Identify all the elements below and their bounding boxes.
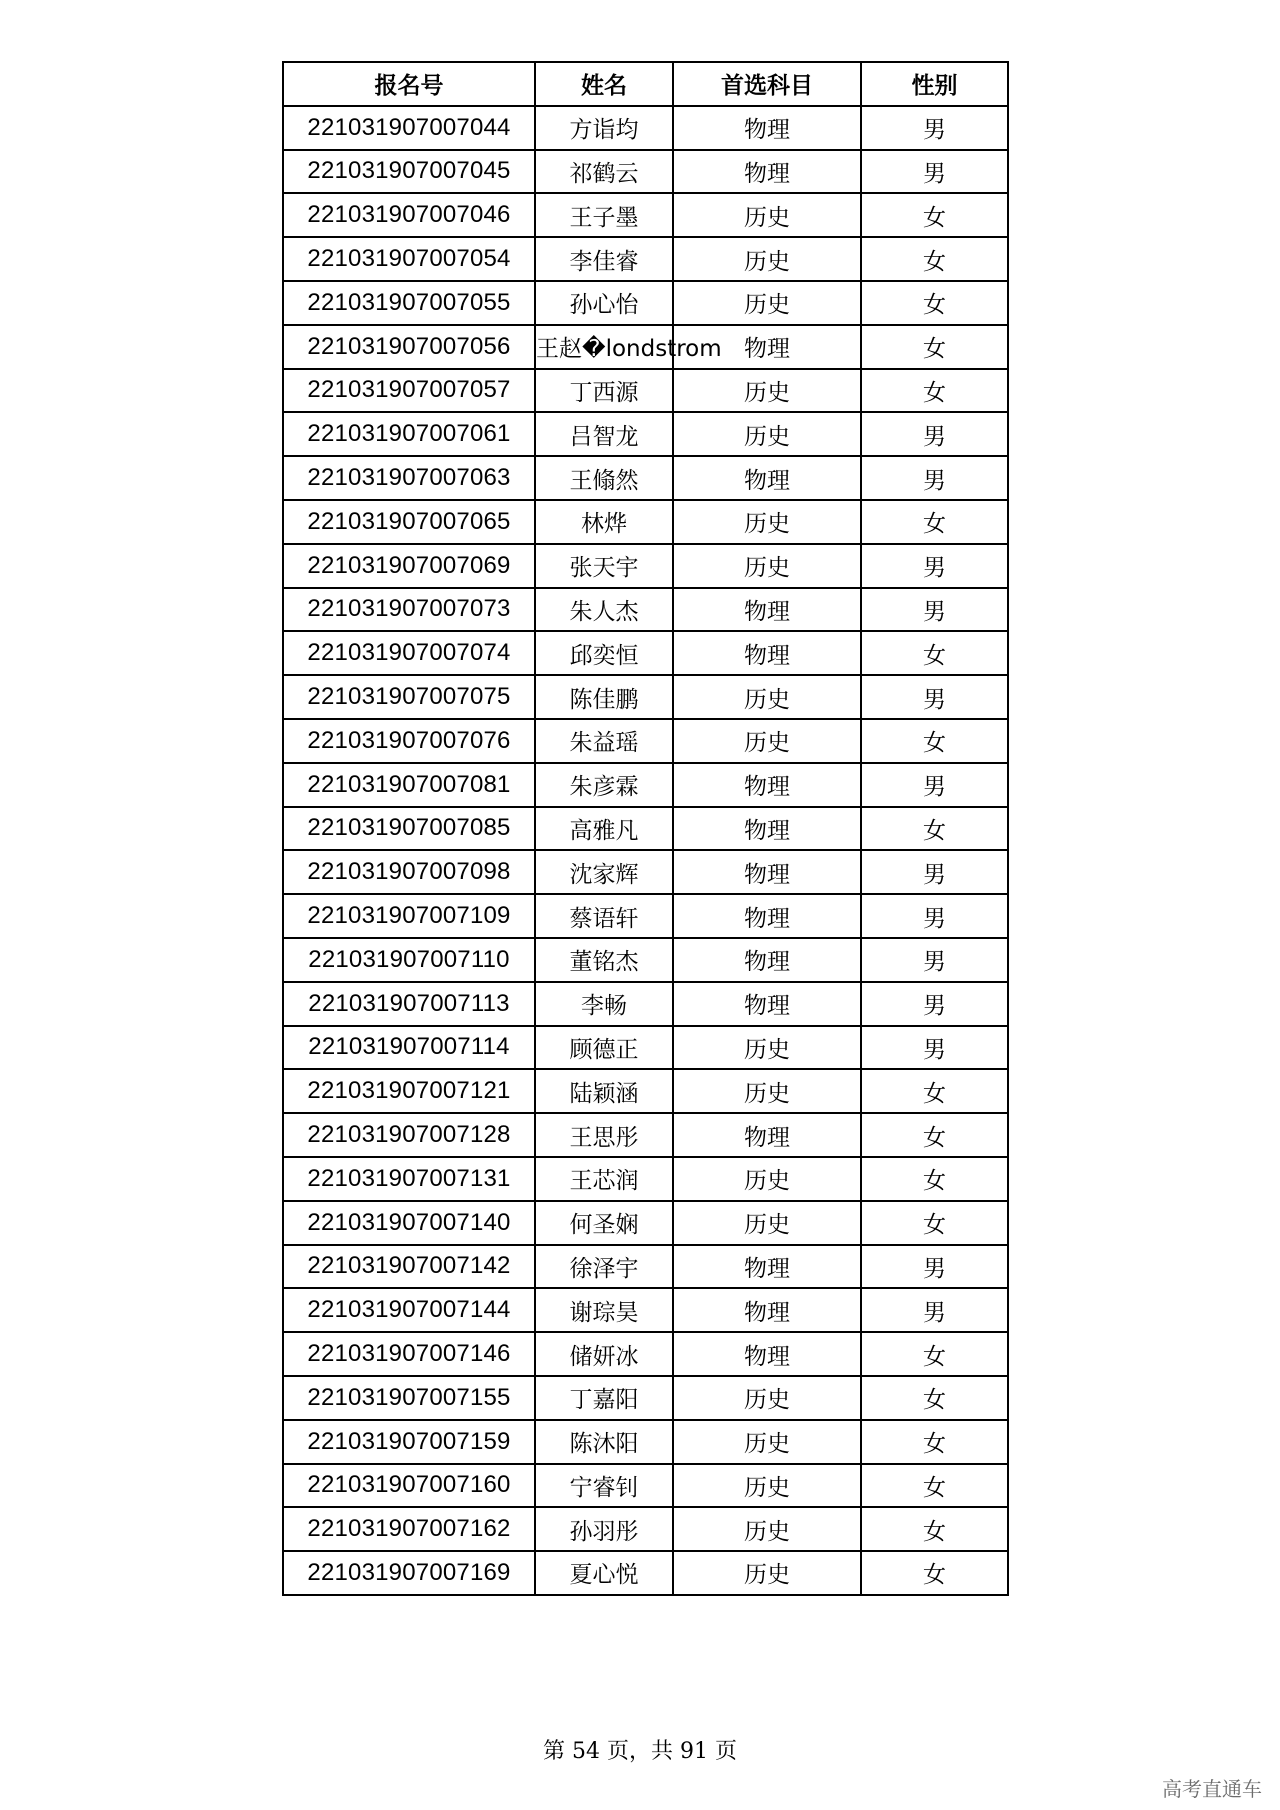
cell-registration-number: 221031907007055 <box>283 281 535 325</box>
page-number-footer: 第 54 页，共 91 页 <box>543 1739 737 1764</box>
cell-name: 陈佳鹏 <box>535 675 673 719</box>
cell-gender: 女 <box>861 1069 1008 1113</box>
cell-name: 蔡语轩 <box>535 894 673 938</box>
cell-gender: 男 <box>861 544 1008 588</box>
cell-gender: 女 <box>861 1376 1008 1420</box>
cell-registration-number: 221031907007162 <box>283 1507 535 1551</box>
cell-registration-number: 221031907007140 <box>283 1201 535 1245</box>
cell-subject: 历史 <box>673 1069 861 1113</box>
cell-gender: 女 <box>861 1551 1008 1595</box>
cell-subject: 物理 <box>673 631 861 675</box>
table-row <box>283 763 1008 807</box>
cell-subject: 物理 <box>673 1332 861 1376</box>
cell-subject: 历史 <box>673 281 861 325</box>
cell-registration-number: 221031907007146 <box>283 1332 535 1376</box>
table-row <box>283 1026 1008 1070</box>
cell-registration-number: 221031907007081 <box>283 763 535 807</box>
cell-subject: 历史 <box>673 237 861 281</box>
table-row <box>283 1288 1008 1332</box>
cell-gender: 女 <box>861 281 1008 325</box>
cell-gender: 男 <box>861 456 1008 500</box>
cell-gender: 男 <box>861 588 1008 632</box>
table-row <box>283 1420 1008 1464</box>
table-row <box>283 631 1008 675</box>
cell-gender: 男 <box>861 763 1008 807</box>
table-body <box>283 106 1008 1595</box>
cell-subject: 历史 <box>673 1420 861 1464</box>
table-row <box>283 938 1008 982</box>
table-row <box>283 1464 1008 1508</box>
cell-gender: 女 <box>861 1332 1008 1376</box>
cell-subject: 历史 <box>673 544 861 588</box>
cell-gender: 女 <box>861 193 1008 237</box>
cell-subject: 物理 <box>673 938 861 982</box>
cell-gender: 女 <box>861 1420 1008 1464</box>
cell-registration-number: 221031907007169 <box>283 1551 535 1595</box>
cell-name: 李畅 <box>535 982 673 1026</box>
cell-name: 朱彦霖 <box>535 763 673 807</box>
cell-registration-number: 221031907007056 <box>283 325 535 369</box>
cell-registration-number: 221031907007076 <box>283 719 535 763</box>
cell-registration-number: 221031907007128 <box>283 1113 535 1157</box>
cell-name: 孙心怡 <box>535 281 673 325</box>
cell-name: 朱益瑶 <box>535 719 673 763</box>
cell-subject: 历史 <box>673 1376 861 1420</box>
cell-gender: 女 <box>861 631 1008 675</box>
cell-name: 高雅凡 <box>535 807 673 851</box>
cell-registration-number: 221031907007121 <box>283 1069 535 1113</box>
cell-registration-number: 221031907007113 <box>283 982 535 1026</box>
cell-gender: 女 <box>861 369 1008 413</box>
table-row <box>283 1157 1008 1201</box>
cell-subject: 历史 <box>673 369 861 413</box>
header-gender: 性别 <box>861 62 1008 106</box>
cell-registration-number: 221031907007061 <box>283 412 535 456</box>
cell-gender: 女 <box>861 325 1008 369</box>
cell-name: 丁西源 <box>535 369 673 413</box>
cell-gender: 男 <box>861 1288 1008 1332</box>
cell-registration-number: 221031907007046 <box>283 193 535 237</box>
cell-name: 顾德正 <box>535 1026 673 1070</box>
table-row <box>283 807 1008 851</box>
cell-subject: 历史 <box>673 1507 861 1551</box>
table-row <box>283 1376 1008 1420</box>
cell-subject: 物理 <box>673 1113 861 1157</box>
cell-subject: 历史 <box>673 1464 861 1508</box>
table-row <box>283 1551 1008 1595</box>
cell-name: 王翛然 <box>535 456 673 500</box>
cell-gender: 女 <box>861 1157 1008 1201</box>
table-row <box>283 281 1008 325</box>
cell-subject: 物理 <box>673 807 861 851</box>
cell-subject: 历史 <box>673 1026 861 1070</box>
cell-name: 董铭杰 <box>535 938 673 982</box>
cell-registration-number: 221031907007065 <box>283 500 535 544</box>
cell-name: 谢琮昊 <box>535 1288 673 1332</box>
cell-name: 储妍冰 <box>535 1332 673 1376</box>
cell-subject: 历史 <box>673 1201 861 1245</box>
cell-registration-number: 221031907007074 <box>283 631 535 675</box>
table-row <box>283 1113 1008 1157</box>
cell-registration-number: 221031907007044 <box>283 106 535 150</box>
cell-subject: 历史 <box>673 412 861 456</box>
cell-subject: 历史 <box>673 1157 861 1201</box>
cell-registration-number: 221031907007142 <box>283 1245 535 1289</box>
cell-gender: 男 <box>861 675 1008 719</box>
cell-name: 方诣均 <box>535 106 673 150</box>
cell-gender: 男 <box>861 850 1008 894</box>
cell-registration-number: 221031907007155 <box>283 1376 535 1420</box>
cell-gender: 男 <box>861 1245 1008 1289</box>
cell-name: 丁嘉阳 <box>535 1376 673 1420</box>
cell-gender: 女 <box>861 237 1008 281</box>
table-row <box>283 1245 1008 1289</box>
table-row <box>283 193 1008 237</box>
cell-gender: 男 <box>861 982 1008 1026</box>
table-row <box>283 1507 1008 1551</box>
cell-gender: 男 <box>861 106 1008 150</box>
table-row <box>283 369 1008 413</box>
cell-subject: 历史 <box>673 1551 861 1595</box>
cell-gender: 男 <box>861 938 1008 982</box>
table-row <box>283 500 1008 544</box>
cell-subject: 物理 <box>673 456 861 500</box>
cell-registration-number: 221031907007069 <box>283 544 535 588</box>
table-row <box>283 325 1008 369</box>
cell-name: 王芯润 <box>535 1157 673 1201</box>
cell-registration-number: 221031907007160 <box>283 1464 535 1508</box>
cell-registration-number: 221031907007144 <box>283 1288 535 1332</box>
cell-name: 王赵�londstrom <box>535 325 673 369</box>
student-roster-table <box>282 61 1009 1596</box>
cell-subject: 物理 <box>673 588 861 632</box>
cell-subject: 物理 <box>673 150 861 194</box>
table-row <box>283 719 1008 763</box>
cell-registration-number: 221031907007075 <box>283 675 535 719</box>
cell-subject: 物理 <box>673 1245 861 1289</box>
cell-gender: 女 <box>861 1201 1008 1245</box>
header-name: 姓名 <box>535 62 673 106</box>
cell-registration-number: 221031907007114 <box>283 1026 535 1070</box>
cell-gender: 女 <box>861 1507 1008 1551</box>
table-row <box>283 412 1008 456</box>
cell-name: 林烨 <box>535 500 673 544</box>
cell-subject: 历史 <box>673 675 861 719</box>
header-registration-number: 报名号 <box>283 62 535 106</box>
cell-registration-number: 221031907007098 <box>283 850 535 894</box>
cell-registration-number: 221031907007109 <box>283 894 535 938</box>
cell-name: 王思彤 <box>535 1113 673 1157</box>
cell-name: 朱人杰 <box>535 588 673 632</box>
table-row <box>283 1069 1008 1113</box>
cell-registration-number: 221031907007054 <box>283 237 535 281</box>
table-row <box>283 150 1008 194</box>
table-row <box>283 456 1008 500</box>
table-row <box>283 850 1008 894</box>
cell-gender: 男 <box>861 1026 1008 1070</box>
cell-registration-number: 221031907007085 <box>283 807 535 851</box>
cell-name: 邱奕恒 <box>535 631 673 675</box>
cell-subject: 物理 <box>673 1288 861 1332</box>
cell-name: 李佳睿 <box>535 237 673 281</box>
cell-registration-number: 221031907007073 <box>283 588 535 632</box>
table-row <box>283 675 1008 719</box>
cell-registration-number: 221031907007045 <box>283 150 535 194</box>
cell-subject: 历史 <box>673 719 861 763</box>
cell-gender: 女 <box>861 1113 1008 1157</box>
cell-subject: 物理 <box>673 982 861 1026</box>
cell-subject: 物理 <box>673 106 861 150</box>
header-subject: 首选科目 <box>673 62 861 106</box>
cell-subject: 物理 <box>673 325 861 369</box>
cell-name: 张天宇 <box>535 544 673 588</box>
cell-subject: 物理 <box>673 894 861 938</box>
cell-gender: 女 <box>861 719 1008 763</box>
cell-name: 沈家辉 <box>535 850 673 894</box>
table-header-row <box>283 62 1008 106</box>
table-row <box>283 982 1008 1026</box>
cell-gender: 男 <box>861 412 1008 456</box>
cell-registration-number: 221031907007063 <box>283 456 535 500</box>
cell-name: 陈沐阳 <box>535 1420 673 1464</box>
cell-name: 宁睿钊 <box>535 1464 673 1508</box>
cell-gender: 女 <box>861 807 1008 851</box>
cell-name: 何圣娴 <box>535 1201 673 1245</box>
cell-subject: 物理 <box>673 763 861 807</box>
cell-name: 孙羽彤 <box>535 1507 673 1551</box>
cell-name: 夏心悦 <box>535 1551 673 1595</box>
cell-gender: 女 <box>861 500 1008 544</box>
table-row <box>283 1201 1008 1245</box>
cell-name: 王子墨 <box>535 193 673 237</box>
table-row <box>283 237 1008 281</box>
table-row <box>283 588 1008 632</box>
table-row <box>283 544 1008 588</box>
cell-name: 祁鹤云 <box>535 150 673 194</box>
cell-registration-number: 221031907007057 <box>283 369 535 413</box>
table-row <box>283 106 1008 150</box>
cell-registration-number: 221031907007110 <box>283 938 535 982</box>
cell-name: 吕智龙 <box>535 412 673 456</box>
cell-registration-number: 221031907007131 <box>283 1157 535 1201</box>
cell-registration-number: 221031907007159 <box>283 1420 535 1464</box>
table-row <box>283 1332 1008 1376</box>
site-watermark: 高考直通车 <box>1162 1777 1262 1801</box>
cell-subject: 历史 <box>673 193 861 237</box>
cell-gender: 女 <box>861 1464 1008 1508</box>
cell-name: 陆颖涵 <box>535 1069 673 1113</box>
cell-gender: 男 <box>861 894 1008 938</box>
cell-gender: 男 <box>861 150 1008 194</box>
cell-subject: 物理 <box>673 850 861 894</box>
cell-name: 徐泽宇 <box>535 1245 673 1289</box>
cell-subject: 历史 <box>673 500 861 544</box>
table-row <box>283 894 1008 938</box>
